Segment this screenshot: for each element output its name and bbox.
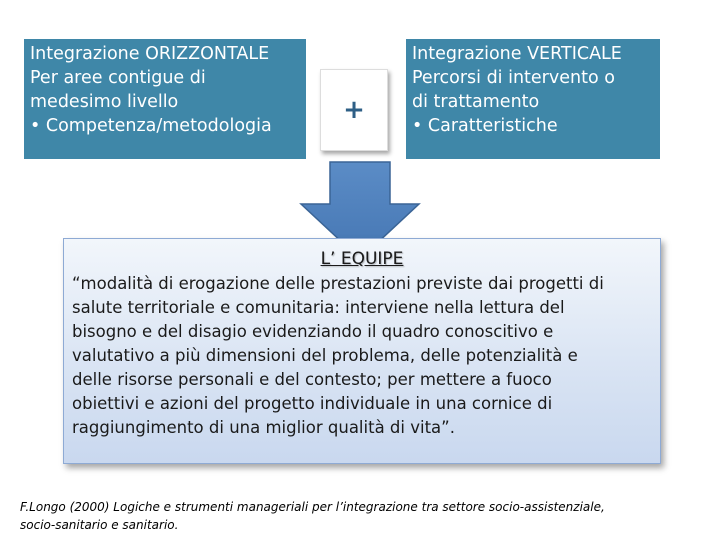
- quote-line: delle risorse personali e del contesto; per mettere a fuoco: [72, 370, 552, 389]
- equipe-title: L’ EQUIPE: [320, 249, 404, 269]
- plus-sign-box: [320, 69, 388, 151]
- box-line: Percorsi di intervento o: [412, 68, 615, 88]
- quote-line: obiettivi e azioni del progetto individuale in una cornice di: [72, 394, 553, 413]
- citation: [20, 498, 710, 534]
- box-line: Integrazione ORIZZONTALE: [30, 44, 270, 64]
- box-line: • Caratteristiche: [412, 116, 558, 136]
- box-line: • Competenza/metodologia: [30, 116, 272, 136]
- quote-line: raggiungimento di una miglior qualità di vita”.: [72, 418, 455, 437]
- horizontal-integration-box: [24, 39, 306, 159]
- citation-line: F.Longo (2000) Logiche e strumenti manageriali per l’integrazione tra settore socio-assistenziale,: [20, 500, 605, 514]
- equipe-definition-box: [63, 238, 661, 464]
- quote-line: salute territoriale e comunitaria: interviene nella lettura del: [72, 298, 565, 317]
- quote-line: “modalità di erogazione delle prestazioni previste dai progetti di: [72, 274, 604, 293]
- box-line: medesimo livello: [30, 92, 179, 112]
- plus-sign: +: [343, 95, 365, 125]
- box-line: Integrazione VERTICALE: [412, 44, 622, 64]
- vertical-integration-box: [406, 39, 660, 159]
- box-line: di trattamento: [412, 92, 540, 112]
- citation-line: socio-sanitario e sanitario.: [20, 518, 179, 532]
- box-line: Per aree contigue di: [30, 68, 206, 88]
- quote-line: bisogno e del disagio evidenziando il quadro conoscitivo e: [72, 322, 554, 341]
- quote-line: valutativo a più dimensioni del problema, delle potenzialità e: [72, 346, 578, 365]
